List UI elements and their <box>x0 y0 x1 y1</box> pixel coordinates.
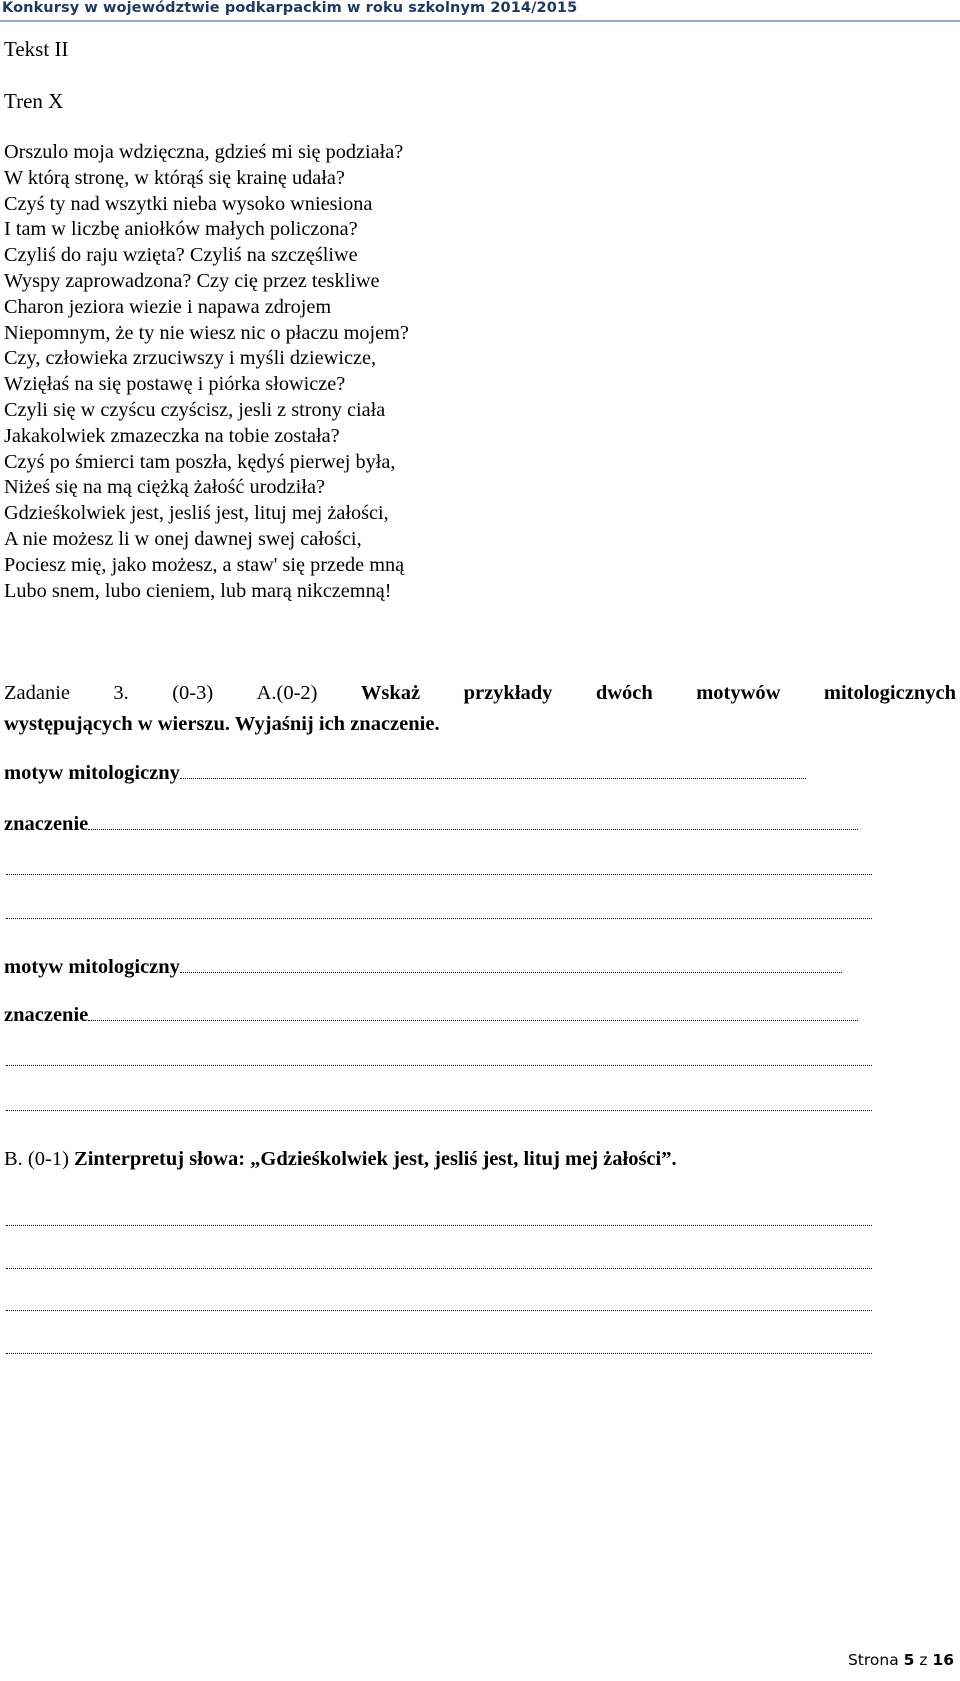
task-word-bold: przykłady <box>463 682 553 704</box>
answer-dots <box>180 777 806 779</box>
poem-line: Orszulo moja wdzięczna, gdzieś mi się podziała? <box>4 141 404 163</box>
poem-line: Czyli się w czyścu czyścisz, jesli z strony ciała <box>4 398 386 421</box>
task-word-bold: Wskaż <box>360 682 421 704</box>
task-word-bold: motywów <box>696 682 781 704</box>
page-number <box>848 1651 954 1669</box>
task-word-bold: dwóch <box>595 682 653 704</box>
current-page: 5 <box>903 1651 915 1669</box>
task-word: 3. <box>113 682 129 704</box>
total-pages: 16 <box>932 1651 954 1669</box>
answer-dots <box>180 971 842 973</box>
meaning-answer-2[interactable] <box>4 1004 858 1027</box>
text-label: Tekst II <box>4 37 69 61</box>
task-intro-line2: występujących w wierszu. Wyjaśnij ich znaczenie. <box>4 713 440 735</box>
poem-line: A nie możesz li w onej dawnej swej całości, <box>4 527 362 550</box>
poem-line: Jakakolwiek zmazeczka na tobie została? <box>4 424 340 447</box>
poem-line: Gdzieśkolwiek jest, jesliś jest, lituj mej żałości, <box>4 502 389 525</box>
part-b-text: Zinterpretuj słowa: „Gdzieśkolwiek jest, jesliś jest, lituj mej żałości”. <box>74 1148 677 1170</box>
task-instruction <box>4 678 956 740</box>
answer-dots <box>88 1019 858 1021</box>
answer-blank-line[interactable] <box>6 1268 872 1269</box>
meaning-label: znaczenie <box>4 813 89 835</box>
part-b-instruction <box>4 1148 677 1171</box>
task-word-bold: mitologicznych <box>823 682 956 704</box>
motif-answer-2[interactable] <box>4 956 842 979</box>
motif-label: motyw mitologiczny <box>4 762 180 784</box>
answer-blank-line[interactable] <box>6 1110 872 1111</box>
motif-label: motyw mitologiczny <box>4 956 180 978</box>
task-word: A.(0-2) <box>256 682 318 704</box>
answer-blank-line[interactable] <box>6 874 872 875</box>
poem-line: Lubo snem, lubo cieniem, lub marą nikczemną! <box>4 579 392 602</box>
poem-line: Charon jeziora wiezie i napawa zdrojem <box>4 295 332 318</box>
poem <box>4 140 944 604</box>
motif-answer-1[interactable] <box>4 762 806 785</box>
poem-title: Tren X <box>4 89 64 113</box>
poem-line: Czy, człowieka zrzuciwszy i myśli dziewicze, <box>4 347 377 370</box>
part-b-prefix: B. (0-1) <box>4 1148 75 1170</box>
answer-blank-line[interactable] <box>6 1225 872 1226</box>
answer-blank-line[interactable] <box>6 918 872 919</box>
answer-blank-line[interactable] <box>6 1310 872 1311</box>
poem-line: Wyspy zaprowadzona? Czy cię przez teskliwe <box>4 269 380 292</box>
page-header <box>0 0 960 18</box>
poem-line: Czyliś do raju wzięta? Czyliś na szczęśliwe <box>4 244 358 267</box>
page-sep: z <box>914 1651 933 1669</box>
answer-blank-line[interactable] <box>6 1065 872 1066</box>
task-word: Zadanie <box>4 682 71 704</box>
task-word: (0-3) <box>172 682 214 704</box>
header-title: Konkursy w województwie podkarpackim w roku szkolnym 2014/2015 <box>2 0 578 16</box>
poem-line: Czyś ty nad wszytki nieba wysoko wniesiona <box>4 192 373 215</box>
meaning-answer-1[interactable] <box>4 813 858 836</box>
answer-blank-line[interactable] <box>6 1353 872 1354</box>
task-intro-line1 <box>4 678 956 709</box>
poem-line: Pociesz mię, jako możesz, a staw' się przede mną <box>4 553 405 576</box>
poem-line: Wzięłaś na się postawę i piórka słowicze? <box>4 373 346 396</box>
header-rule <box>0 20 960 22</box>
meaning-label: znaczenie <box>4 1004 89 1026</box>
page-label: Strona <box>847 1651 904 1669</box>
poem-line: W którą stronę, w którąś się krainę udała? <box>4 166 345 189</box>
poem-line: Czyś po śmierci tam poszła, kędyś pierwej była, <box>4 450 396 473</box>
answer-dots <box>88 828 858 830</box>
poem-line: I tam w liczbę aniołków małych policzona? <box>4 218 358 241</box>
poem-line: Niżeś się na mą ciężką żałość urodziła? <box>4 476 325 499</box>
poem-line: Niepomnym, że ty nie wiesz nic o płaczu mojem? <box>4 321 409 344</box>
